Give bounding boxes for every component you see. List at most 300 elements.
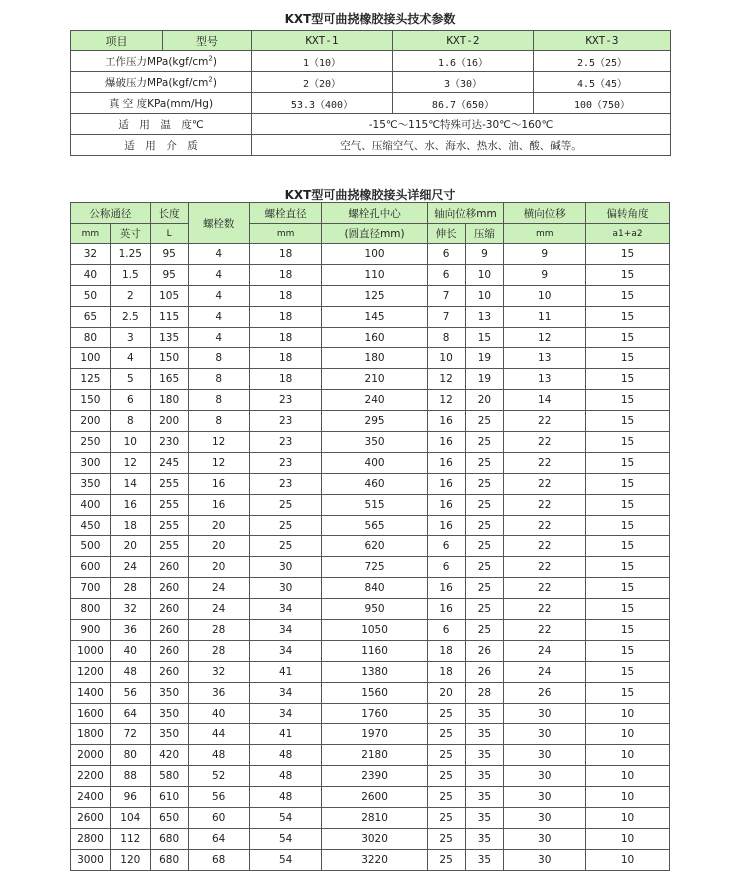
header-bolt-center-sub: (圆直径mm)	[322, 224, 427, 244]
table-cell: 44	[188, 724, 249, 745]
table-cell: 565	[322, 515, 427, 536]
table-cell: 15	[586, 264, 670, 285]
table-cell: 2600	[322, 787, 427, 808]
table-cell: 260	[150, 599, 188, 620]
table-cell: 1.25	[110, 244, 150, 265]
table-cell: 8	[188, 369, 249, 390]
table-cell: 24	[188, 578, 249, 599]
table-cell: 1760	[322, 703, 427, 724]
table-cell: 3220	[322, 849, 427, 870]
table-cell: 800	[71, 599, 111, 620]
table-cell: 210	[322, 369, 427, 390]
medium-value: 空气、压缩空气、水、海水、热水、油、酸、碱等。	[252, 135, 671, 156]
table-cell: 25	[465, 599, 504, 620]
table-cell: 20	[110, 536, 150, 557]
table-cell: 15	[586, 494, 670, 515]
table-cell: 680	[150, 828, 188, 849]
table-cell: 160	[322, 327, 427, 348]
table-cell: 1160	[322, 640, 427, 661]
table-cell: 30	[504, 849, 586, 870]
table-cell: 610	[150, 787, 188, 808]
table-cell: 30	[249, 557, 322, 578]
medium-label: 适 用 介 质	[71, 135, 252, 156]
table-cell: 15	[586, 390, 670, 411]
table-row	[71, 285, 670, 306]
temperature-value: -15℃～115℃特殊可达-30℃～160℃	[252, 114, 671, 135]
table-cell: 110	[322, 264, 427, 285]
table-cell: 96	[110, 787, 150, 808]
table-cell: 16	[427, 578, 465, 599]
table-cell: 19	[465, 369, 504, 390]
table-row	[71, 264, 670, 285]
header-bolt-dia: 螺栓直径	[249, 203, 322, 224]
table-cell: 15	[465, 327, 504, 348]
table-cell: 15	[586, 640, 670, 661]
table-cell: 10	[586, 808, 670, 829]
table-row	[71, 348, 670, 369]
table-cell: 40	[110, 640, 150, 661]
table-cell: 22	[504, 432, 586, 453]
table-cell: 10	[586, 724, 670, 745]
table-cell: 25	[465, 473, 504, 494]
dimensions-body	[71, 244, 670, 871]
table-cell: 2390	[322, 766, 427, 787]
table-cell: 41	[249, 661, 322, 682]
table-cell: 2600	[71, 808, 111, 829]
table-cell: 20	[427, 682, 465, 703]
table-cell: 2800	[71, 828, 111, 849]
header-axial: 轴向位移mm	[427, 203, 504, 224]
tech-params-header-row	[71, 31, 671, 51]
table-cell: 350	[150, 703, 188, 724]
table-cell: 95	[150, 244, 188, 265]
table-cell: 16	[188, 494, 249, 515]
table-cell: 30	[504, 724, 586, 745]
table-cell: 7	[427, 306, 465, 327]
table-cell: 15	[586, 557, 670, 578]
table-cell: 1970	[322, 724, 427, 745]
table-cell: 32	[110, 599, 150, 620]
table-cell: 12	[188, 452, 249, 473]
table-cell: 48	[110, 661, 150, 682]
working-pressure-kxt3: 2.5（25）	[534, 51, 671, 72]
table-cell: 32	[71, 244, 111, 265]
table-cell: 18	[249, 369, 322, 390]
table-cell: 4	[188, 244, 249, 265]
table-cell: 40	[71, 264, 111, 285]
dimensions-header-row-2	[71, 224, 670, 244]
table-cell: 9	[504, 264, 586, 285]
table-cell: 1000	[71, 640, 111, 661]
table-cell: 3020	[322, 828, 427, 849]
table-cell: 112	[110, 828, 150, 849]
table-cell: 35	[465, 849, 504, 870]
table-cell: 28	[188, 640, 249, 661]
table-row	[71, 473, 670, 494]
table-cell: 15	[586, 244, 670, 265]
table-cell: 300	[71, 452, 111, 473]
table-cell: 5	[110, 369, 150, 390]
table-cell: 60	[188, 808, 249, 829]
table-row	[71, 369, 670, 390]
header-deflect: 偏转角度	[586, 203, 670, 224]
header-axial-ext: 伸长	[427, 224, 465, 244]
table-cell: 30	[504, 828, 586, 849]
table-cell: 25	[465, 557, 504, 578]
table-cell: 23	[249, 473, 322, 494]
table-cell: 35	[465, 808, 504, 829]
table-cell: 16	[427, 599, 465, 620]
table-cell: 54	[249, 828, 322, 849]
table-cell: 15	[586, 515, 670, 536]
table-cell: 25	[249, 536, 322, 557]
table-row	[71, 411, 670, 432]
table-cell: 2400	[71, 787, 111, 808]
table-cell: 260	[150, 661, 188, 682]
table-cell: 10	[586, 766, 670, 787]
table-cell: 900	[71, 620, 111, 641]
table-cell: 22	[504, 494, 586, 515]
table-cell: 4	[110, 348, 150, 369]
table-cell: 20	[188, 515, 249, 536]
header-bolt-center: 螺栓孔中心	[322, 203, 427, 224]
table-cell: 18	[110, 515, 150, 536]
table-cell: 23	[249, 411, 322, 432]
table-cell: 10	[465, 285, 504, 306]
vacuum-row	[71, 93, 671, 114]
vacuum-kxt3: 100（750）	[534, 93, 671, 114]
table-cell: 2180	[322, 745, 427, 766]
table-cell: 34	[249, 620, 322, 641]
table-cell: 80	[71, 327, 111, 348]
table-row	[71, 640, 670, 661]
table-cell: 165	[150, 369, 188, 390]
table-cell: 34	[249, 703, 322, 724]
dimensions-table	[70, 202, 670, 871]
header-nominal: 公称通径	[71, 203, 151, 224]
burst-pressure-kxt1: 2（20）	[252, 72, 393, 93]
burst-pressure-kxt2: 3（30）	[393, 72, 534, 93]
table-cell: 30	[504, 766, 586, 787]
table-cell: 18	[249, 306, 322, 327]
table-cell: 104	[110, 808, 150, 829]
table-cell: 420	[150, 745, 188, 766]
table-cell: 10	[427, 348, 465, 369]
table-cell: 25	[465, 536, 504, 557]
table-cell: 100	[322, 244, 427, 265]
table-cell: 54	[249, 849, 322, 870]
table-cell: 2.5	[110, 306, 150, 327]
table-cell: 2000	[71, 745, 111, 766]
table-cell: 10	[586, 849, 670, 870]
dimensions-header-row-1	[71, 203, 670, 224]
table-cell: 10	[586, 787, 670, 808]
table-cell: 400	[322, 452, 427, 473]
table-cell: 15	[586, 348, 670, 369]
table-cell: 22	[504, 536, 586, 557]
working-pressure-kxt1: 1（10）	[252, 51, 393, 72]
header-mm: mm	[71, 224, 111, 244]
table-cell: 40	[188, 703, 249, 724]
table-cell: 350	[322, 432, 427, 453]
table-cell: 200	[71, 411, 111, 432]
table-cell: 16	[427, 432, 465, 453]
table-cell: 19	[465, 348, 504, 369]
vacuum-kxt2: 86.7（650）	[393, 93, 534, 114]
table-cell: 150	[150, 348, 188, 369]
table-row	[71, 327, 670, 348]
table-row	[71, 244, 670, 265]
table-cell: 30	[249, 578, 322, 599]
table-cell: 4	[188, 285, 249, 306]
header-kxt3: KXT-3	[534, 31, 671, 51]
table-row	[71, 452, 670, 473]
table-cell: 6	[110, 390, 150, 411]
table-cell: 10	[586, 703, 670, 724]
table-cell: 16	[188, 473, 249, 494]
table-cell: 6	[427, 536, 465, 557]
table-cell: 26	[465, 661, 504, 682]
table-cell: 4	[188, 327, 249, 348]
table-cell: 350	[150, 682, 188, 703]
table-cell: 10	[504, 285, 586, 306]
table-cell: 230	[150, 432, 188, 453]
table-cell: 580	[150, 766, 188, 787]
tech-params-title: KXT型可曲挠橡胶接头技术参数	[284, 12, 456, 26]
table-cell: 30	[504, 703, 586, 724]
table-cell: 72	[110, 724, 150, 745]
table-cell: 28	[465, 682, 504, 703]
table-cell: 240	[322, 390, 427, 411]
table-cell: 180	[322, 348, 427, 369]
header-kxt1: KXT-1	[252, 31, 393, 51]
table-cell: 24	[188, 599, 249, 620]
table-cell: 10	[586, 828, 670, 849]
table-cell: 25	[427, 724, 465, 745]
table-cell: 26	[465, 640, 504, 661]
table-cell: 16	[427, 452, 465, 473]
table-cell: 25	[249, 494, 322, 515]
table-cell: 255	[150, 515, 188, 536]
table-cell: 22	[504, 515, 586, 536]
table-cell: 350	[71, 473, 111, 494]
table-cell: 2200	[71, 766, 111, 787]
table-cell: 8	[188, 348, 249, 369]
table-row	[71, 390, 670, 411]
table-cell: 295	[322, 411, 427, 432]
table-cell: 18	[427, 640, 465, 661]
table-cell: 25	[427, 808, 465, 829]
table-cell: 25	[465, 578, 504, 599]
table-cell: 24	[504, 640, 586, 661]
working-pressure-kxt2: 1.6（16）	[393, 51, 534, 72]
vacuum-label: 真 空 度KPa(mm/Hg)	[71, 93, 252, 114]
table-cell: 28	[110, 578, 150, 599]
table-cell: 16	[427, 494, 465, 515]
table-cell: 12	[188, 432, 249, 453]
table-cell: 15	[586, 536, 670, 557]
header-kxt2: KXT-2	[393, 31, 534, 51]
table-cell: 125	[322, 285, 427, 306]
table-cell: 50	[71, 285, 111, 306]
table-cell: 64	[110, 703, 150, 724]
header-axial-comp: 压缩	[465, 224, 504, 244]
table-cell: 15	[586, 620, 670, 641]
header-length-unit: L	[150, 224, 188, 244]
table-cell: 200	[150, 411, 188, 432]
table-cell: 68	[188, 849, 249, 870]
table-cell: 1050	[322, 620, 427, 641]
table-cell: 24	[504, 661, 586, 682]
table-cell: 25	[427, 766, 465, 787]
table-cell: 32	[188, 661, 249, 682]
table-cell: 15	[586, 473, 670, 494]
header-model: 型号	[163, 31, 252, 51]
table-cell: 22	[504, 620, 586, 641]
table-cell: 15	[586, 327, 670, 348]
table-cell: 15	[586, 432, 670, 453]
table-cell: 88	[110, 766, 150, 787]
table-cell: 125	[71, 369, 111, 390]
table-cell: 100	[71, 348, 111, 369]
table-cell: 10	[110, 432, 150, 453]
table-cell: 35	[465, 745, 504, 766]
table-cell: 16	[427, 515, 465, 536]
header-bolt-dia-unit: mm	[249, 224, 322, 244]
table-cell: 34	[249, 682, 322, 703]
temperature-row	[71, 114, 671, 135]
table-cell: 515	[322, 494, 427, 515]
table-row	[71, 515, 670, 536]
burst-pressure-row	[71, 72, 671, 93]
table-cell: 13	[504, 369, 586, 390]
table-cell: 8	[188, 390, 249, 411]
working-pressure-label: 工作压力$MPa(kgf/cm^2)$	[71, 51, 252, 72]
table-cell: 25	[427, 745, 465, 766]
table-cell: 260	[150, 578, 188, 599]
table-cell: 12	[504, 327, 586, 348]
table-row	[71, 724, 670, 745]
table-row	[71, 682, 670, 703]
table-cell: 135	[150, 327, 188, 348]
table-cell: 255	[150, 536, 188, 557]
table-cell: 650	[150, 808, 188, 829]
table-cell: 15	[586, 285, 670, 306]
tech-params-table	[70, 30, 671, 156]
table-cell: 2810	[322, 808, 427, 829]
table-cell: 25	[465, 620, 504, 641]
table-row	[71, 599, 670, 620]
table-cell: 1560	[322, 682, 427, 703]
table-cell: 22	[504, 473, 586, 494]
table-cell: 6	[427, 557, 465, 578]
table-cell: 400	[71, 494, 111, 515]
table-cell: 9	[465, 244, 504, 265]
medium-row	[71, 135, 671, 156]
table-cell: 25	[427, 703, 465, 724]
table-cell: 2	[110, 285, 150, 306]
table-cell: 15	[586, 452, 670, 473]
table-cell: 22	[504, 411, 586, 432]
table-cell: 35	[465, 787, 504, 808]
table-cell: 36	[188, 682, 249, 703]
table-cell: 65	[71, 306, 111, 327]
table-cell: 56	[110, 682, 150, 703]
table-cell: 12	[427, 369, 465, 390]
table-row	[71, 849, 670, 870]
table-cell: 6	[427, 620, 465, 641]
table-row	[71, 557, 670, 578]
table-cell: 80	[110, 745, 150, 766]
table-cell: 500	[71, 536, 111, 557]
table-cell: 1380	[322, 661, 427, 682]
table-cell: 950	[322, 599, 427, 620]
table-row	[71, 787, 670, 808]
table-cell: 64	[188, 828, 249, 849]
table-row	[71, 494, 670, 515]
table-cell: 3	[110, 327, 150, 348]
header-length: 长度	[150, 203, 188, 224]
table-row	[71, 828, 670, 849]
table-cell: 20	[188, 557, 249, 578]
table-cell: 1200	[71, 661, 111, 682]
table-row	[71, 620, 670, 641]
vacuum-kxt1: 53.3（400）	[252, 93, 393, 114]
table-cell: 18	[249, 348, 322, 369]
table-cell: 30	[504, 808, 586, 829]
table-cell: 8	[427, 327, 465, 348]
table-cell: 255	[150, 473, 188, 494]
working-pressure-row	[71, 51, 671, 72]
table-cell: 26	[504, 682, 586, 703]
table-cell: 13	[504, 348, 586, 369]
table-cell: 48	[249, 745, 322, 766]
table-cell: 14	[504, 390, 586, 411]
table-cell: 260	[150, 557, 188, 578]
table-row	[71, 703, 670, 724]
table-cell: 725	[322, 557, 427, 578]
table-cell: 1800	[71, 724, 111, 745]
table-cell: 460	[322, 473, 427, 494]
table-cell: 6	[427, 244, 465, 265]
header-lateral: 横向位移	[504, 203, 586, 224]
table-cell: 1400	[71, 682, 111, 703]
table-cell: 18	[249, 285, 322, 306]
table-row	[71, 808, 670, 829]
table-cell: 35	[465, 828, 504, 849]
table-cell: 22	[504, 557, 586, 578]
table-cell: 255	[150, 494, 188, 515]
table-cell: 18	[427, 661, 465, 682]
table-cell: 10	[586, 745, 670, 766]
table-row	[71, 536, 670, 557]
table-row	[71, 306, 670, 327]
table-cell: 11	[504, 306, 586, 327]
table-cell: 25	[249, 515, 322, 536]
table-row	[71, 766, 670, 787]
header-bolt-count: 螺栓数	[188, 203, 249, 244]
table-cell: 30	[504, 787, 586, 808]
table-cell: 48	[249, 766, 322, 787]
table-cell: 15	[586, 578, 670, 599]
table-cell: 25	[465, 411, 504, 432]
table-cell: 30	[504, 745, 586, 766]
table-cell: 620	[322, 536, 427, 557]
table-cell: 48	[188, 745, 249, 766]
burst-pressure-label: 爆破压力$MPa(kgf/cm^2)$	[71, 72, 252, 93]
table-cell: 25	[427, 787, 465, 808]
table-cell: 8	[188, 411, 249, 432]
